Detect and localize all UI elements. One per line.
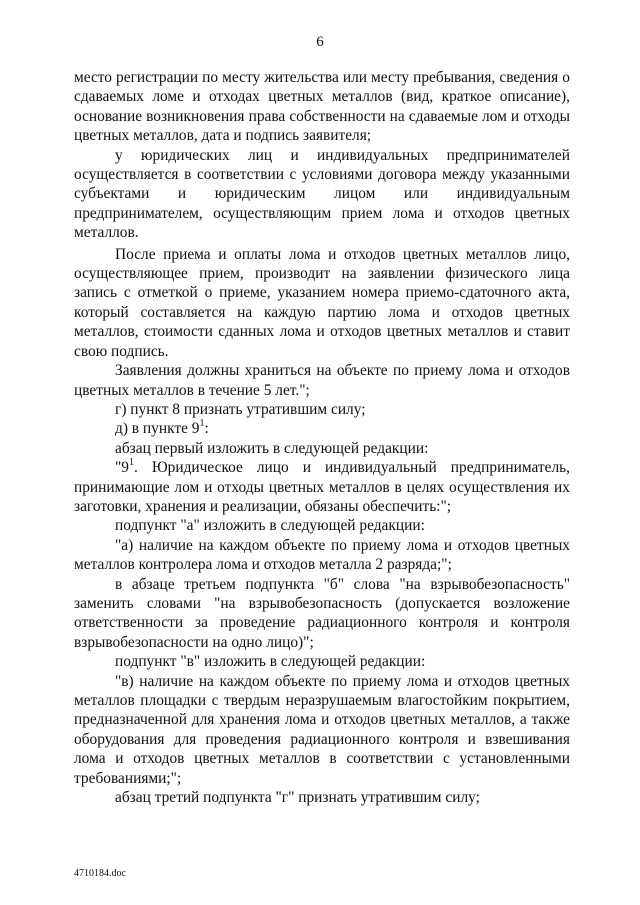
paragraph-storage-period: Заявления должны храниться на объекте по приему лома и отходов цветных металлов в течение 5 лет."; <box>74 362 570 399</box>
item-9-text: . Юридическое лицо и индивидуальный предприниматель, принимающие лом и отходы цветных металлов в целях осуществления их заготовки, хранения и реализации, обязаны обеспечить:"; <box>74 459 570 515</box>
item-d-colon: : <box>204 420 209 438</box>
paragraph-legal-entities: у юридических лиц и индивидуальных предпринимателей осуществляется в соответствии с условиями договора между указанными субъектами и юридическим лицом или индивидуальным предпринимателем, осуществляющим прием лома и отходов цветных металлов. <box>74 146 570 242</box>
footer-file-code: 4710184.doc <box>74 868 126 879</box>
paragraph-subitem-v-text: "в) наличие на каждом объекте по приему лома и отходов цветных металлов площадки с твердым неразрушаемым влагостойким покрытием, предназначенной для хранения лома и отходов цветных металлов, а также оборудования для проведения радиационного контроля и взвешивания лома и отходов цветных металлов в соответствии с установленными требованиями;"; <box>74 672 570 787</box>
document-body <box>74 68 570 807</box>
paragraph-first-abzac: абзац первый изложить в следующей редакции: <box>115 439 429 457</box>
paragraph-item-d <box>74 419 570 438</box>
page-number: 6 <box>316 34 324 50</box>
superscript-one: 1 <box>199 418 205 430</box>
item-d-text: д) в пункте 9 <box>115 420 200 438</box>
superscript-one-b: 1 <box>128 457 134 468</box>
paragraph-item-9-1 <box>74 458 570 516</box>
paragraph-registration-info: место регистрации по месту жительства или месту пребывания, сведения о сдаваемых ломе и отходах цветных металлов (вид, краткое описание), основание возникновения права собственности на сдаваемые лом и отходы цветных металлов, дата и подпись заявителя; <box>74 69 570 145</box>
item-9-number: "9 <box>115 459 129 477</box>
paragraph-after-acceptance: После приема и оплаты лома и отходов цветных металлов лицо, осуществляющее прием, производит на заявлении физического лица запись с отметкой о приеме, указанием номера приемо-сдаточного акта, который составляется на каждую партию лома и отходов цветных металлов, стоимости сданных лома и отходов цветных металлов и ставит свою подпись. <box>74 245 570 360</box>
paragraph-subitem-g: абзац третий подпункта "г" признать утратившим силу; <box>115 789 480 807</box>
paragraph-subitem-a-intro: подпункт "а" изложить в следующей редакции: <box>115 517 425 535</box>
paragraph-item-g: г) пункт 8 признать утратившим силу; <box>115 400 366 418</box>
paragraph-subitem-v-intro: подпункт "в" изложить в следующей редакции: <box>115 653 426 671</box>
paragraph-subitem-b: в абзаце третьем подпункта "б" слова "на взрывобезопасность" заменить словами "на взрывобезопасность (допускается возложение ответственности за проведение радиационного контроля и контроля взрывобезопасности на одно лицо)"; <box>74 575 570 651</box>
paragraph-subitem-a-text: "а) наличие на каждом объекте по приему лома и отходов цветных металлов контролера лома и отходов металла 2 разряда;"; <box>74 536 570 574</box>
